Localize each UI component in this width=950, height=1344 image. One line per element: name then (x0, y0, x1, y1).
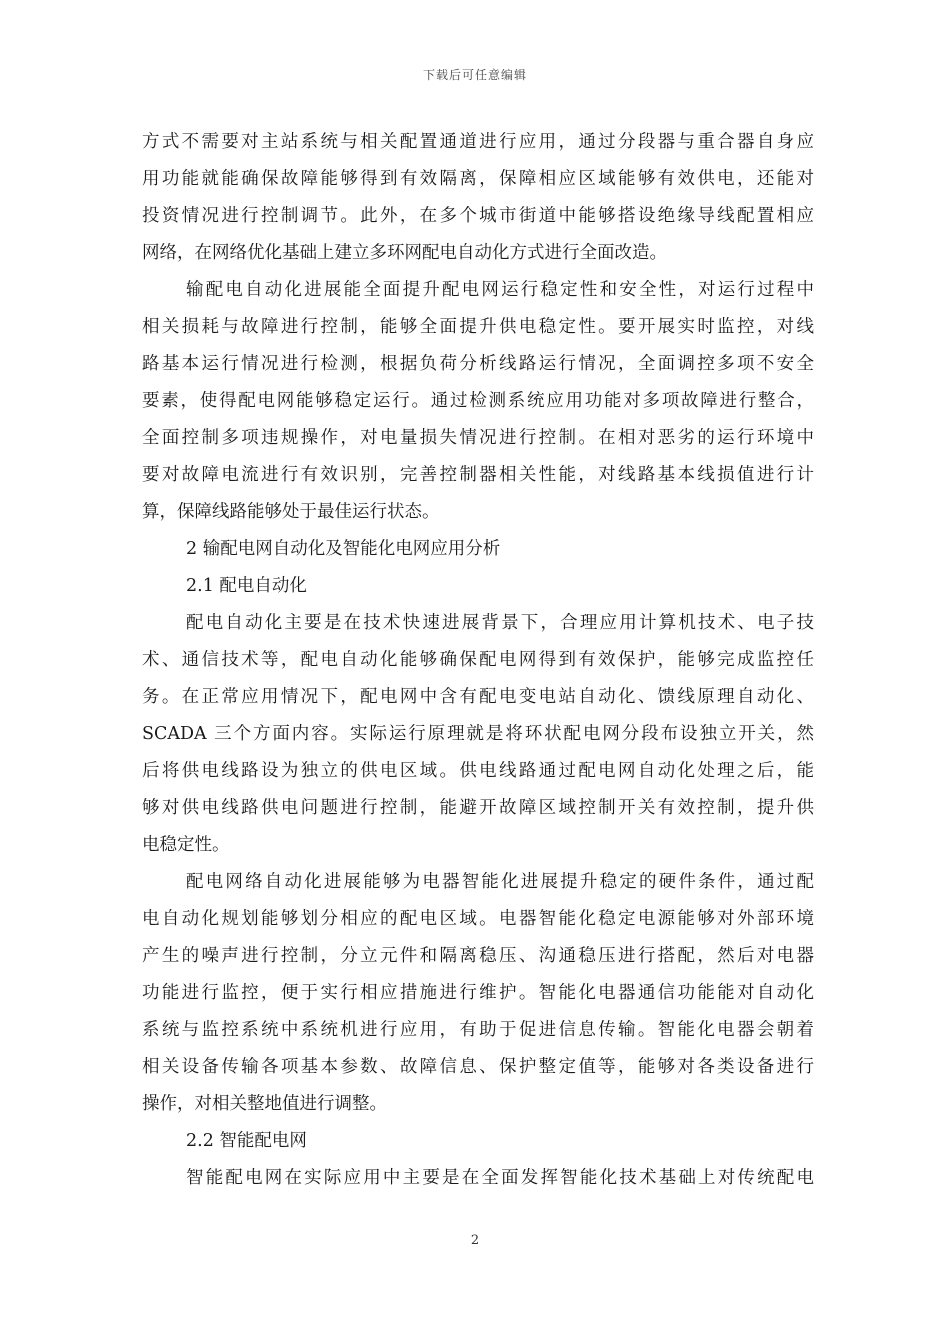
page-header: 下载后可任意编辑 (422, 68, 527, 82)
text-line: 电自动化规划能够划分相应的配电区域。电器智能化稳定电源能够对外部环境 (142, 909, 814, 929)
text-line: 相关损耗与故障进行控制，能够全面提升供电稳定性。要开展实时监控，对线 (142, 317, 814, 337)
text-line: 产生的噪声进行控制，分立元件和隔离稳压、沟通稳压进行搭配，然后对电器 (142, 946, 814, 966)
paragraph (142, 124, 814, 272)
text-line: 要对故障电流进行有效识别，完善控制器相关性能，对线路基本线损值进行计 (142, 465, 814, 485)
text-line: 要素，使得配电网能够稳定运行。通过检测系统应用功能对多项故障进行整合， (142, 391, 814, 411)
text-line: 务。在正常应用情况下，配电网中含有配电变电站自动化、馈线原理自动化、 (142, 687, 814, 707)
text-line: 投资情况进行控制调节。此外，在多个城市街道中能够搭设绝缘导线配置相应 (142, 206, 814, 226)
text-line: 方式不需要对主站系统与相关配置通道进行应用，通过分段器与重合器自身应 (142, 132, 814, 152)
heading-text: 2 输配电网自动化及智能化电网应用分析 (186, 539, 501, 559)
paragraph (142, 272, 814, 531)
text-line: SCADA 三个方面内容。实际运行原理就是将环状配电网分段布设独立开关，然 (142, 724, 814, 744)
text-line: 电稳定性。 (142, 835, 230, 855)
text-line: 术、通信技术等，配电自动化能够确保配电网得到有效保护，能够完成监控任 (142, 650, 814, 670)
text-line: 配电网络自动化进展能够为电器智能化进展提升稳定的硬件条件，通过配 (186, 872, 814, 892)
section-heading (142, 531, 814, 568)
text-line: 路基本运行情况进行检测，根据负荷分析线路运行情况，全面调控多项不安全 (142, 354, 814, 374)
page-number: 2 (470, 1233, 480, 1248)
text-line: 系统与监控系统中系统机进行应用，有助于促进信息传输。智能化电器会朝着 (142, 1020, 814, 1040)
text-line: 相关设备传输各项基本参数、故障信息、保护整定值等，能够对各类设备进行 (142, 1057, 814, 1077)
document-body (142, 124, 814, 1197)
paragraph (142, 864, 814, 1123)
heading-text: 2.1 配电自动化 (186, 576, 307, 596)
text-line: 全面控制多项违规操作，对电量损失情况进行控制。在相对恶劣的运行环境中 (142, 428, 814, 448)
text-line: 配电自动化主要是在技术快速进展背景下，合理应用计算机技术、电子技 (186, 613, 814, 633)
text-line: 用功能就能确保故障能够得到有效隔离，保障相应区域能够有效供电，还能对 (142, 169, 814, 189)
text-line: 操作，对相关整地值进行调整。 (142, 1094, 387, 1114)
text-line: 输配电自动化进展能全面提升配电网运行稳定性和安全性，对运行过程中 (186, 280, 814, 300)
subsection-heading (142, 1123, 814, 1160)
text-line: 算，保障线路能够处于最佳运行状态。 (142, 502, 440, 522)
text-line: 网络，在网络优化基础上建立多环网配电自动化方式进行全面改造。 (142, 243, 667, 263)
subsection-heading (142, 568, 814, 605)
text-line: 功能进行监控，便于实行相应措施进行维护。智能化电器通信功能能对自动化 (142, 983, 814, 1003)
heading-text: 2.2 智能配电网 (186, 1131, 307, 1151)
paragraph (142, 1160, 814, 1197)
text-line: 够对供电线路供电问题进行控制，能避开故障区域控制开关有效控制，提升供 (142, 798, 814, 818)
text-line: 后将供电线路设为独立的供电区域。供电线路通过配电网自动化处理之后，能 (142, 761, 814, 781)
paragraph (142, 605, 814, 864)
text-line: 智能配电网在实际应用中主要是在全面发挥智能化技术基础上对传统配电 (186, 1168, 814, 1188)
